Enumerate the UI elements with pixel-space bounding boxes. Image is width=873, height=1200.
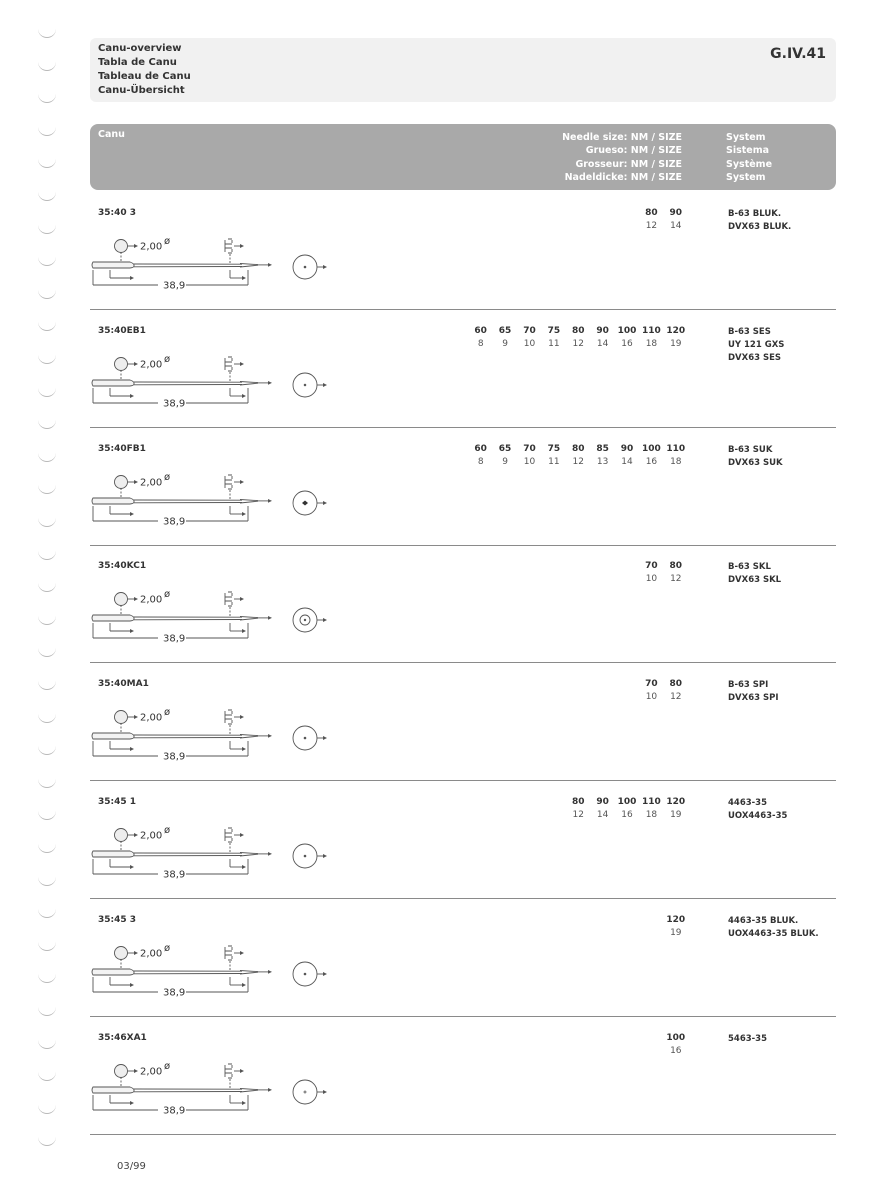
table-row <box>90 545 836 663</box>
header-system-es: Sistema <box>726 145 770 157</box>
size-value: 12 <box>572 338 584 349</box>
size-column <box>639 443 663 468</box>
size-columns <box>468 443 688 468</box>
system-value: DVX63 BLUK. <box>728 222 792 232</box>
table-row <box>90 192 836 310</box>
binder-hole <box>38 191 56 201</box>
nm-value: 120 <box>666 325 686 336</box>
size-column <box>664 914 688 939</box>
header-needle-size-de: Nadeldicke: NM / SIZE <box>564 171 682 183</box>
header-system-en: System <box>726 132 766 143</box>
size-column <box>615 796 639 821</box>
size-columns <box>639 678 688 703</box>
size-value: 14 <box>596 338 609 349</box>
binder-hole <box>38 387 56 397</box>
nm-value: 65 <box>498 443 512 454</box>
needle-code: 35:45 1 <box>98 797 137 807</box>
nm-value: 90 <box>596 325 609 336</box>
system-list <box>728 915 819 941</box>
system-value: B-63 SUK <box>728 444 773 455</box>
needle-code: 35:40 3 <box>98 208 137 218</box>
binder-hole <box>38 484 56 494</box>
binder-hole <box>38 973 56 983</box>
title-box <box>90 38 836 102</box>
nm-value: 100 <box>642 443 661 454</box>
length-label: 38,9 <box>163 869 186 881</box>
size-column <box>639 207 663 232</box>
point-section-icon <box>290 370 330 400</box>
degree-mark: ø <box>164 942 171 954</box>
size-value: 8 <box>477 338 484 349</box>
size-value: 18 <box>645 810 658 820</box>
binder-hole <box>38 1006 56 1016</box>
binder-hole <box>38 941 56 951</box>
size-column <box>664 796 688 821</box>
table-row <box>90 663 836 781</box>
size-column <box>639 796 663 821</box>
binder-hole <box>38 289 56 299</box>
size-value: 14 <box>621 456 633 467</box>
needle-code: 35:40KC1 <box>98 561 147 572</box>
size-column <box>664 678 688 703</box>
system-value: B-63 SES <box>728 326 771 337</box>
nm-value: 80 <box>571 325 585 336</box>
table-row <box>90 428 836 546</box>
nm-value: 75 <box>547 325 561 336</box>
size-value: 16 <box>621 338 633 349</box>
system-value: DVX63 SKL <box>728 575 782 586</box>
needle-code: 35:45 3 <box>98 914 137 925</box>
diameter-label: 2,00 <box>140 712 163 724</box>
header-system-fr: Système <box>726 158 773 170</box>
size-value: 10 <box>645 574 658 585</box>
size-value: 14 <box>596 810 609 820</box>
binder-hole <box>38 876 56 886</box>
nm-value: 70 <box>645 561 658 572</box>
nm-value: 110 <box>666 443 686 454</box>
size-value: 10 <box>523 456 536 467</box>
size-columns <box>566 796 688 821</box>
size-value: 12 <box>645 221 658 231</box>
system-list <box>728 679 779 705</box>
header-system-de: System <box>726 171 766 183</box>
binder-hole <box>38 615 56 625</box>
size-column <box>590 325 614 350</box>
nm-value: 80 <box>645 208 658 218</box>
binder-hole <box>38 158 56 168</box>
binder-hole <box>38 550 56 560</box>
system-value: 4463-35 BLUK. <box>728 915 799 926</box>
size-column <box>517 443 541 468</box>
nm-value: 100 <box>617 797 637 807</box>
size-column <box>590 796 614 821</box>
degree-mark: ø <box>164 353 171 365</box>
degree-mark: ø <box>164 1060 171 1072</box>
size-value: 8 <box>477 456 484 467</box>
header-needle-size-es: Grueso: NM / SIZE <box>585 145 682 157</box>
size-column <box>664 325 688 350</box>
nm-value: 80 <box>571 443 585 454</box>
size-columns <box>468 325 688 350</box>
system-list <box>728 208 791 234</box>
system-value: B-63 SPI <box>728 680 769 691</box>
nm-value: 120 <box>666 914 686 925</box>
size-column <box>542 443 566 468</box>
diameter-label: 2,00 <box>140 830 163 842</box>
binder-hole <box>38 778 56 788</box>
nm-value: 60 <box>474 325 487 336</box>
diameter-label: 2,00 <box>140 594 163 606</box>
diameter-label: 2,00 <box>140 1066 163 1078</box>
nm-value: 80 <box>571 797 585 807</box>
binder-hole <box>38 93 56 103</box>
point-section-icon <box>290 841 330 871</box>
system-value: B-63 SKL <box>728 562 771 573</box>
size-column <box>566 443 590 468</box>
degree-mark: ø <box>164 825 171 836</box>
size-column <box>493 325 517 350</box>
system-list <box>728 561 781 587</box>
binder-hole <box>38 810 56 820</box>
size-value: 9 <box>502 456 508 467</box>
system-value: UY 121 GXS <box>728 339 785 350</box>
size-columns <box>639 207 688 232</box>
title-es: Tabla de Canu <box>98 57 177 68</box>
size-column <box>542 325 566 350</box>
size-column <box>468 443 492 468</box>
nm-value: 100 <box>666 1032 686 1043</box>
nm-value: 110 <box>642 325 661 336</box>
binder-hole <box>38 224 56 234</box>
size-value: 11 <box>548 338 560 349</box>
needle-code: 35:40MA1 <box>98 679 149 690</box>
binder-hole <box>38 419 56 429</box>
title-lines <box>98 42 191 98</box>
size-column <box>615 325 639 350</box>
size-value: 13 <box>596 456 609 467</box>
nm-value: 80 <box>669 679 683 690</box>
system-value: 4463-35 <box>728 798 768 808</box>
nm-value: 90 <box>620 443 634 454</box>
footer-date: 03/99 <box>117 1161 146 1172</box>
diameter-label: 2,00 <box>140 948 163 960</box>
system-value: 5463-35 <box>728 1033 768 1044</box>
degree-mark: ø <box>164 471 171 483</box>
length-label: 38,9 <box>163 987 186 999</box>
size-value: 18 <box>670 456 682 467</box>
size-column <box>664 560 688 585</box>
needle-code: 35:46XA1 <box>98 1032 147 1043</box>
degree-mark: ø <box>164 707 171 719</box>
length-label: 38,9 <box>163 516 186 528</box>
binder-hole <box>38 517 56 527</box>
binder-hole <box>38 256 56 266</box>
size-column <box>664 443 688 468</box>
size-columns <box>639 560 688 585</box>
length-label: 38,9 <box>163 751 186 763</box>
table-row <box>90 310 836 428</box>
header-needle-size-en: Needle size: NM / SIZE <box>562 132 682 143</box>
binder-hole <box>38 647 56 657</box>
binder-hole <box>38 1071 56 1081</box>
table-row <box>90 899 836 1017</box>
nm-value: 80 <box>669 561 683 572</box>
system-list <box>728 444 783 470</box>
row-divider <box>90 1134 836 1135</box>
binder-hole <box>38 713 56 723</box>
nm-value: 120 <box>666 797 686 807</box>
system-value: DVX63 SUK <box>728 457 783 468</box>
size-value: 12 <box>670 574 682 585</box>
size-value: 12 <box>572 456 584 467</box>
length-label: 38,9 <box>163 633 186 645</box>
size-value: 14 <box>670 221 682 231</box>
degree-mark: ø <box>164 589 171 601</box>
binder-hole <box>38 126 56 136</box>
point-section-icon <box>290 1077 330 1107</box>
table-header <box>90 124 836 190</box>
size-value: 18 <box>645 338 658 349</box>
length-label: 38,9 <box>163 398 186 410</box>
size-column <box>493 443 517 468</box>
needle-code: 35:40EB1 <box>98 325 146 336</box>
size-columns <box>664 914 688 939</box>
title-de: Canu-Übersicht <box>98 85 185 96</box>
size-column <box>639 678 663 703</box>
size-column <box>639 560 663 585</box>
binder-hole <box>38 1136 56 1146</box>
header-needle-size <box>562 131 682 184</box>
header-needle-size-fr: Grosseur: NM / SIZE <box>575 158 682 170</box>
page-code: G.IV.41 <box>770 46 826 62</box>
nm-value: 85 <box>596 443 609 454</box>
point-section-icon <box>290 605 330 635</box>
system-value: DVX63 SPI <box>728 693 779 704</box>
size-column <box>566 325 590 350</box>
binder-hole <box>38 354 56 364</box>
needle-code: 35:40FB1 <box>98 443 146 454</box>
nm-value: 100 <box>617 325 637 336</box>
binder-hole <box>38 582 56 592</box>
size-value: 12 <box>572 810 584 820</box>
nm-value: 65 <box>498 325 512 336</box>
size-value: 16 <box>621 810 633 820</box>
table-row <box>90 781 836 899</box>
size-value: 19 <box>670 338 682 349</box>
size-value: 19 <box>670 927 682 938</box>
binder-hole <box>38 452 56 462</box>
size-value: 10 <box>645 692 658 703</box>
binder-hole <box>38 321 56 331</box>
diameter-label: 2,00 <box>140 359 163 371</box>
size-value: 19 <box>670 810 682 820</box>
diameter-label: 2,00 <box>140 241 163 253</box>
nm-value: 90 <box>669 208 683 218</box>
size-value: 12 <box>670 692 682 703</box>
nm-value: 110 <box>642 797 661 807</box>
header-canu: Canu <box>98 129 125 140</box>
binder-hole <box>38 745 56 755</box>
nm-value: 90 <box>596 797 609 807</box>
binder-hole <box>38 908 56 918</box>
binder-hole <box>38 1039 56 1049</box>
nm-value: 70 <box>645 679 658 690</box>
size-column <box>566 796 590 821</box>
length-label: 38,9 <box>163 1105 186 1117</box>
size-value: 11 <box>548 456 560 467</box>
nm-value: 70 <box>523 325 536 336</box>
point-section-icon <box>290 723 330 753</box>
system-list <box>728 326 784 365</box>
system-value: UOX4463-35 <box>728 811 788 821</box>
binder-hole <box>38 1104 56 1114</box>
binder-hole <box>38 680 56 690</box>
length-label: 38,9 <box>163 280 186 292</box>
title-fr: Tableau de Canu <box>98 71 191 82</box>
binder-hole <box>38 28 56 38</box>
table-row <box>90 1017 836 1135</box>
size-column <box>664 1032 688 1057</box>
binder-hole <box>38 843 56 853</box>
point-section-icon <box>290 252 330 282</box>
size-value: 10 <box>523 338 536 349</box>
size-value: 9 <box>502 338 508 349</box>
system-value: B-63 BLUK. <box>728 209 782 219</box>
size-value: 16 <box>645 456 658 467</box>
system-value: UOX4463-35 BLUK. <box>728 928 819 939</box>
system-value: DVX63 SES <box>728 352 782 363</box>
diameter-label: 2,00 <box>140 477 163 489</box>
binder-hole <box>38 61 56 71</box>
size-column <box>615 443 639 468</box>
size-column <box>517 325 541 350</box>
size-column <box>664 207 688 232</box>
title-en: Canu-overview <box>98 43 182 54</box>
system-list <box>728 1033 767 1046</box>
size-value: 16 <box>670 1045 682 1056</box>
size-column <box>468 325 492 350</box>
header-system <box>726 131 772 184</box>
nm-value: 60 <box>474 443 487 454</box>
size-columns <box>664 1032 688 1057</box>
nm-value: 70 <box>523 443 536 454</box>
system-list <box>728 797 787 823</box>
point-section-icon <box>290 488 330 518</box>
size-column <box>639 325 663 350</box>
degree-mark: ø <box>164 236 171 247</box>
size-column <box>590 443 614 468</box>
point-section-icon <box>290 959 330 989</box>
nm-value: 75 <box>547 443 561 454</box>
